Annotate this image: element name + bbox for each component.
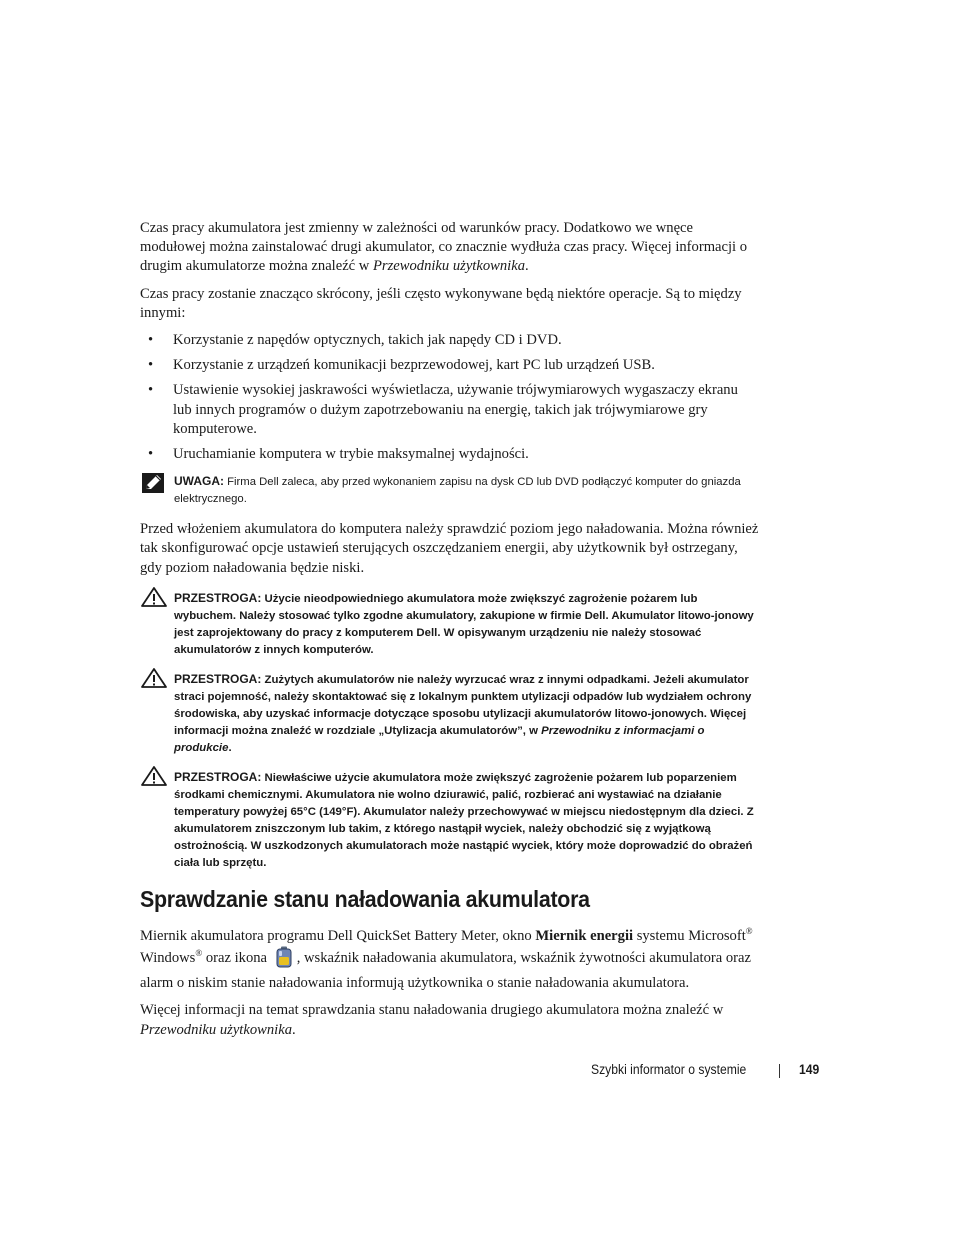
page-content — [140, 219, 760, 1048]
footer-title: Szybki informator o systemie — [591, 1062, 747, 1077]
list-item: • Uruchamianie komputera w trybie maksymalnej wydajności. — [140, 445, 760, 464]
paragraph-operations-intro: Czas pracy zostanie znacząco skrócony, jeśli często wykonywane będą niektóre operacje. Są to między innymi: — [140, 285, 742, 321]
warning-triangle-icon — [140, 586, 168, 614]
note-label: UWAGA: — [174, 474, 224, 489]
bullet-icon: • — [148, 382, 154, 399]
operations-list — [140, 331, 760, 464]
pencil-note-icon — [142, 473, 164, 499]
warning-triangle-icon — [140, 765, 168, 793]
paragraph-second-battery: Więcej informacji na temat sprawdzania stanu naładowania drugiego akumulatora można znaleźć w Przewodniku użytkownika. — [140, 1002, 724, 1038]
note-block — [140, 473, 760, 508]
caution-label: PRZESTROGA: — [174, 671, 262, 686]
caution-block — [140, 769, 760, 872]
list-item: • Ustawienie wysokiej jaskrawości wyświetlacza, używanie trójwymiarowych wygaszaczy ekranu lub innych programów o dużym zapotrzebowaniu na energię, takich jak trójwymiarowe gry komputerowe. — [148, 382, 738, 437]
registered-mark: ® — [195, 948, 203, 959]
paragraph-battery-time: Czas pracy akumulatora jest zmienny w zależności od warunków pracy. Dodatkowo we wnęce modułowej można zainstalować drugi akumulator, co znacznie wydłuża czas pracy. Więcej informacji o drugim akumulatorze można znaleźć w Przewodniku użytkownika. — [140, 220, 748, 275]
user-guide-reference: Przewodniku użytkownika — [140, 1021, 292, 1038]
bullet-icon: • — [148, 446, 154, 463]
section-heading: Sprawdzanie stanu naładowania akumulatora — [140, 885, 590, 912]
paragraph-battery-meter: Miernik akumulatora programu Dell QuickSet Battery Meter, okno Miernik energii systemu Microsoft® Windows® oraz ikona , wskaźnik naładowania akumulatora, wskaźnik żywotności akumulatora oraz alarm o niskim stanie naładowania informują użytkownika o stanie naładowania akumulatora. — [140, 925, 753, 992]
footer-divider — [779, 1064, 780, 1078]
product-info-guide-reference: Przewodniku z informacjami o produkcie — [174, 724, 705, 754]
bullet-icon: • — [148, 357, 154, 374]
warning-triangle-icon — [140, 667, 168, 695]
caution-label: PRZESTROGA: — [174, 769, 262, 784]
bullet-icon: • — [148, 332, 154, 349]
note-text: Firma Dell zaleca, aby przed wykonaniem zapisu na dysk CD lub DVD podłączyć komputer do gniazda elektrycznego. — [174, 476, 741, 506]
caution-block: PRZESTROGA: Zużytych akumulatorów nie należy wyrzucać wraz z innymi odpadkami. Jeżeli akumulator straci pojemność, należy skontaktować się z lokalnym punktem utylizacji odpadów lub wydziałem ochrony środowiska, aby uzyskać informacje dotyczące sposobu utylizacji akumulatorów litowo-jonowych. Więcej informacji można znaleźć w rozdziale „Utylizacja akumulatorów”, w Przewodniku z informacjami o produkcie. — [140, 671, 760, 757]
caution-text: Użycie nieodpowiedniego akumulatora może zwiększyć zagrożenie pożarem lub wybuchem. Należy stosować tylko zgodne akumulatory, zakupione w firmie Dell. Akumulator litowo-jonowy jest zaprojektowany do pracy z komputerem Dell. W opisywanym urządzeniu nie należy stosować akumulatorów z innych komputerów. — [174, 592, 754, 656]
registered-mark: ® — [745, 925, 753, 936]
caution-label: PRZESTROGA: — [174, 590, 262, 605]
battery-icon — [275, 946, 293, 974]
user-guide-reference: Przewodniku użytkownika — [373, 258, 525, 275]
list-item: • Korzystanie z urządzeń komunikacji bezprzewodowej, kart PC lub urządzeń USB. — [140, 356, 760, 375]
list-item: • Korzystanie z napędów optycznych, takich jak napędy CD i DVD. — [140, 331, 760, 350]
page-number: 149 — [799, 1062, 820, 1077]
caution-text: Niewłaściwe użycie akumulatora może zwiększyć zagrożenie pożarem lub poparzeniem środkami chemicznymi. Akumulatora nie wolno dziurawić, palić, rozbierać ani wystawiać na działanie temperatury powyżej 65°C (149°F). Akumulator należy przechowywać w miejscu niedostępnym dla dzieci. Z akumulatorem zniszczonym lub takim, z którego nastąpił wyciek, należy obchodzić się z wyjątkową ostrożnością. W uszkodzonych akumulatorach może nastąpić wyciek, który może doprowadzić do obrażeń ciała lub sprzętu. — [174, 771, 754, 869]
caution-block — [140, 590, 760, 659]
caution-text: Zużytych akumulatorów nie należy wyrzucać wraz z innymi odpadkami. Jeżeli akumulator straci pojemność, należy skontaktować się z lokalnym punktem utylizacji odpadów lub wydziałem ochrony środowiska, aby uzyskać informacje dotyczące sposobu utylizacji akumulatorów litowo-jonowych. Więcej informacji można znaleźć w rozdziale „Utylizacja akumulatorów”, w — [174, 673, 752, 737]
power-meter-window-name: Miernik energii — [535, 927, 634, 944]
paragraph-check-level: Przed włożeniem akumulatora do komputera należy sprawdzić poziom jego naładowania. Można również tak skonfigurować opcje ustawień sterujących oszczędzaniem energii, aby użytkownik był ostrzegany, gdy poziom naładowania będzie niski. — [140, 521, 759, 576]
